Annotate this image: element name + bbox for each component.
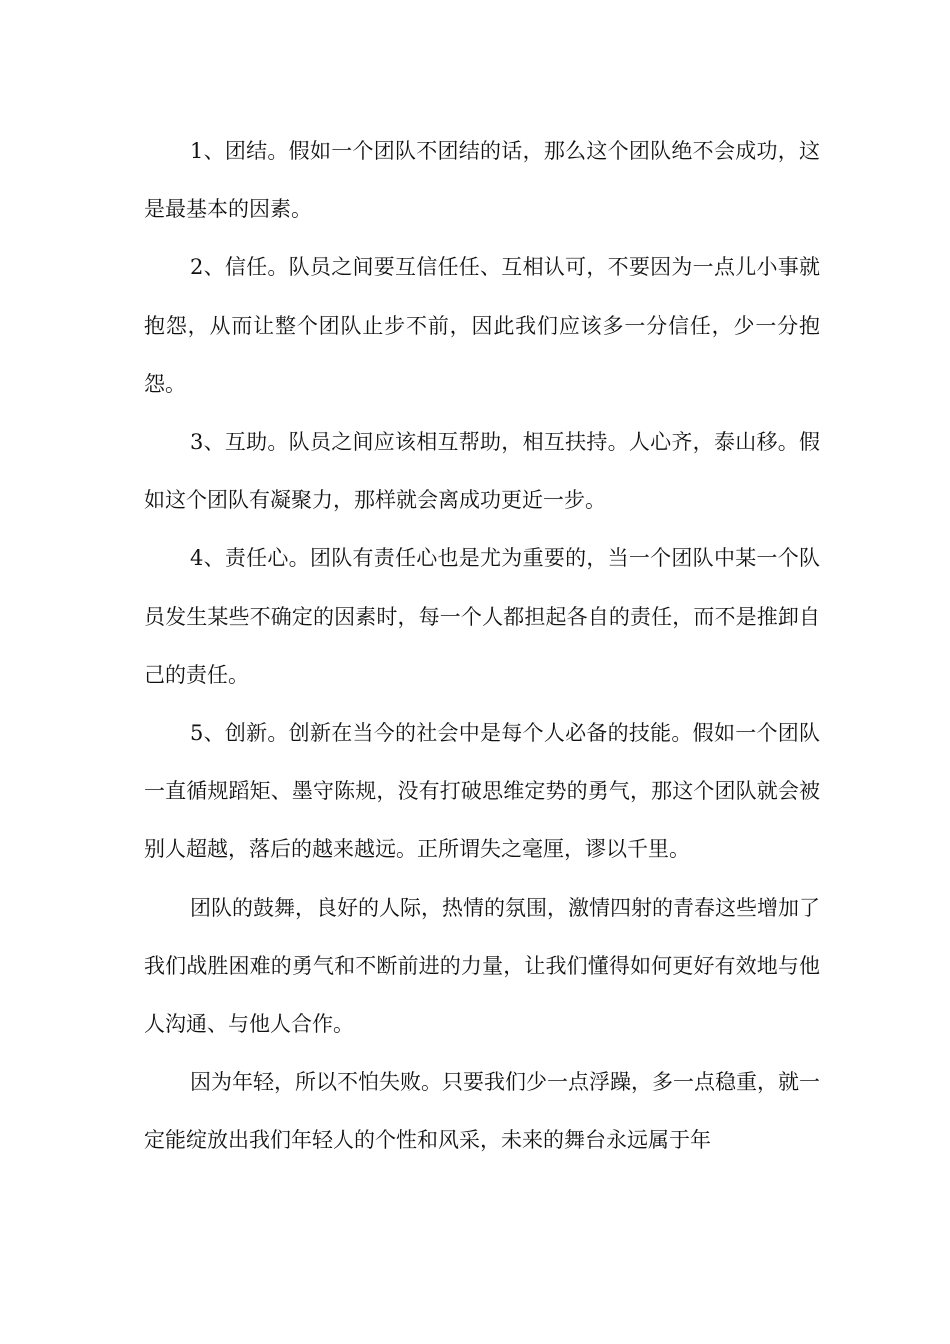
document-body (144, 122, 820, 1170)
paragraph-responsibility: 4、责任心。团队有责任心也是尤为重要的，当一个团队中某一个队员发生某些不确定的因素时，每一个人都担起各自的责任，而不是推卸自己的责任。 (144, 546, 820, 687)
paragraph-trust: 2、信任。队员之间要互信任任、互相认可，不要因为一点儿小事就抱怨，从而让整个团队止步不前，因此我们应该多一分信任，少一分抱怨。 (144, 255, 820, 396)
paragraph-mutual-help: 3、互助。队员之间应该相互帮助，相互扶持。人心齐，泰山移。假如这个团队有凝聚力，那样就会离成功更近一步。 (144, 430, 820, 513)
paragraph-unity: 1、团结。假如一个团队不团结的话，那么这个团队绝不会成功，这是最基本的因素。 (144, 139, 820, 222)
paragraph-youth: 因为年轻，所以不怕失败。只要我们少一点浮躁，多一点稳重，就一定能绽放出我们年轻人的个性和风采，未来的舞台永远属于年 (144, 1070, 820, 1153)
paragraph-innovation: 5、创新。创新在当今的社会中是每个人必备的技能。假如一个团队一直循规蹈矩、墨守陈规，没有打破思维定势的勇气，那这个团队就会被别人超越，落后的越来越远。正所谓失之毫厘，谬以千里。 (144, 721, 820, 862)
paragraph-team-encouragement: 团队的鼓舞，良好的人际，热情的氛围，激情四射的青春这些增加了我们战胜困难的勇气和不断前进的力量，让我们懂得如何更好有效地与他人沟通、与他人合作。 (144, 895, 820, 1037)
